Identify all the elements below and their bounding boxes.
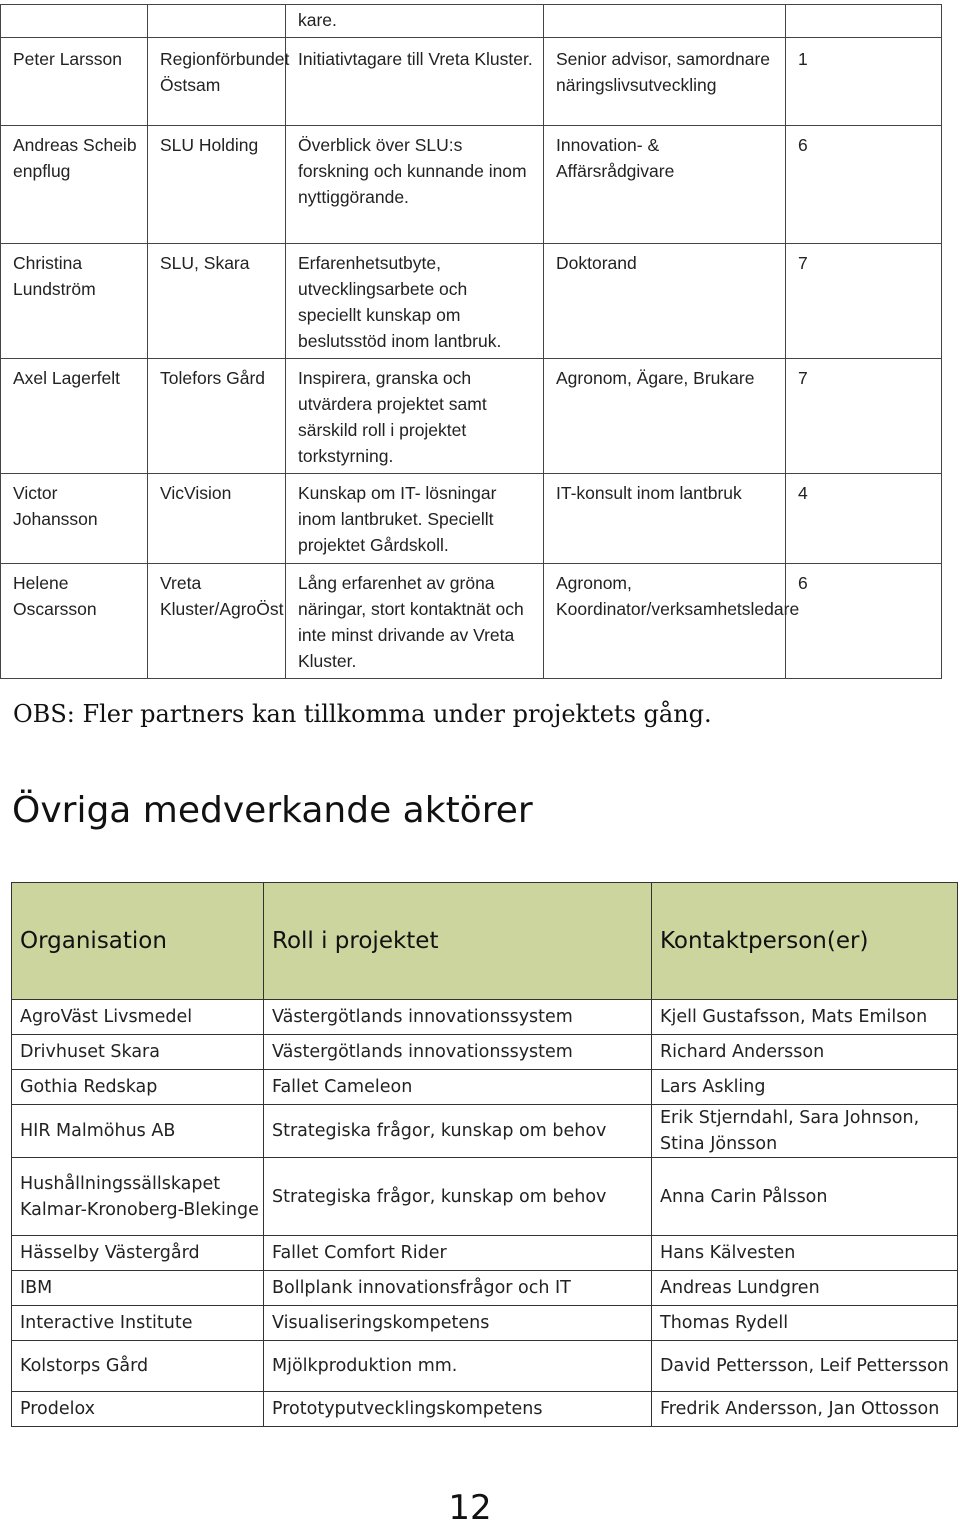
partner-motivation: Överblick över SLU:s forskning och kunnande inom nyttiggörande. xyxy=(286,126,544,244)
actor-role: Mjölkproduktion mm. xyxy=(264,1341,652,1392)
partner-name: Peter Larsson xyxy=(1,38,148,126)
table-row xyxy=(12,1105,958,1158)
partner-name xyxy=(1,5,148,38)
actor-role: Västergötlands innovationssystem xyxy=(264,1000,652,1035)
partner-role: IT-konsult inom lantbruk xyxy=(544,474,786,564)
partner-role: Senior advisor, samordnare näringslivsutveckling xyxy=(544,38,786,126)
table-header-row xyxy=(12,883,958,1000)
column-header-contact: Kontaktperson(er) xyxy=(652,883,958,1000)
partner-motivation: Lång erfarenhet av gröna näringar, stort kontaktnät och inte minst drivande av Vreta Kluster. xyxy=(286,564,544,679)
table-row xyxy=(12,1341,958,1392)
actor-contact: Lars Askling xyxy=(652,1070,958,1105)
actor-contact: Andreas Lundgren xyxy=(652,1271,958,1306)
actor-organisation: Interactive Institute xyxy=(12,1306,264,1341)
partner-motivation: kare. xyxy=(286,5,544,38)
actor-contact: Fredrik Andersson, Jan Ottosson xyxy=(652,1392,958,1427)
partner-org: Tolefors Gård xyxy=(148,359,286,474)
actor-organisation: Hushållningssällskapet Kalmar-Kronoberg-Blekinge xyxy=(12,1158,264,1236)
actor-role: Fallet Comfort Rider xyxy=(264,1236,652,1271)
actor-organisation: Prodelox xyxy=(12,1392,264,1427)
partner-hours: 7 xyxy=(786,244,942,359)
actor-role: Strategiska frågor, kunskap om behov xyxy=(264,1158,652,1236)
column-header-organisation: Organisation xyxy=(12,883,264,1000)
partner-org: VicVision xyxy=(148,474,286,564)
page-number: 12 xyxy=(448,1488,492,1528)
table-row xyxy=(1,244,942,359)
actor-organisation: Drivhuset Skara xyxy=(12,1035,264,1070)
partner-org: Vreta Kluster/AgroÖst xyxy=(148,564,286,679)
actor-contact: Anna Carin Pålsson xyxy=(652,1158,958,1236)
table-row xyxy=(12,1392,958,1427)
actor-organisation: HIR Malmöhus AB xyxy=(12,1105,264,1158)
actor-role: Prototyputvecklingskompetens xyxy=(264,1392,652,1427)
partner-hours: 1 xyxy=(786,38,942,126)
partner-motivation: Inspirera, granska och utvärdera projektet samt särskild roll i projektet torkstyrning. xyxy=(286,359,544,474)
actor-contact: Hans Kälvesten xyxy=(652,1236,958,1271)
partner-hours: 7 xyxy=(786,359,942,474)
actor-contact: Erik Stjerndahl, Sara Johnson, Stina Jönsson xyxy=(652,1105,958,1158)
partner-org: Regionförbundet Östsam xyxy=(148,38,286,126)
table-row xyxy=(12,1271,958,1306)
partner-hours: 4 xyxy=(786,474,942,564)
partner-role xyxy=(544,5,786,38)
partner-motivation: Initiativtagare till Vreta Kluster. xyxy=(286,38,544,126)
table-row xyxy=(1,38,942,126)
actor-organisation: Gothia Redskap xyxy=(12,1070,264,1105)
partner-role: Doktorand xyxy=(544,244,786,359)
table-row xyxy=(1,474,942,564)
partner-motivation: Erfarenhetsutbyte, utvecklingsarbete och speciellt kunskap om beslutsstöd inom lantbruk. xyxy=(286,244,544,359)
table-row xyxy=(12,1000,958,1035)
partner-org: SLU, Skara xyxy=(148,244,286,359)
actor-organisation: AgroVäst Livsmedel xyxy=(12,1000,264,1035)
partners-table xyxy=(0,4,942,679)
partner-name: Victor Johansson xyxy=(1,474,148,564)
actor-contact: Richard Andersson xyxy=(652,1035,958,1070)
column-header-role: Roll i projektet xyxy=(264,883,652,1000)
table-row xyxy=(12,1035,958,1070)
table-row xyxy=(12,1070,958,1105)
partner-motivation: Kunskap om IT- lösningar inom lantbruket. Speciellt projektet Gårdskoll. xyxy=(286,474,544,564)
partner-role: Agronom, Koordinator/verksamhetsledare xyxy=(544,564,786,679)
actor-role: Västergötlands innovationssystem xyxy=(264,1035,652,1070)
partner-hours: 6 xyxy=(786,564,942,679)
actor-role: Visualiseringskompetens xyxy=(264,1306,652,1341)
table-row xyxy=(12,1236,958,1271)
actor-role: Bollplank innovationsfrågor och IT xyxy=(264,1271,652,1306)
partner-org xyxy=(148,5,286,38)
partner-org: SLU Holding xyxy=(148,126,286,244)
actor-contact: Thomas Rydell xyxy=(652,1306,958,1341)
actor-contact: Kjell Gustafsson, Mats Emilson xyxy=(652,1000,958,1035)
partner-name: Andreas Scheibenpflug xyxy=(1,126,148,244)
actor-organisation: Kolstorps Gård xyxy=(12,1341,264,1392)
table-row xyxy=(1,5,942,38)
section-heading: Övriga medverkande aktörer xyxy=(12,790,533,831)
table-row xyxy=(1,564,942,679)
obs-note: OBS: Fler partners kan tillkomma under projektets gång. xyxy=(13,700,712,728)
partner-hours xyxy=(786,5,942,38)
partner-name: Helene Oscarsson xyxy=(1,564,148,679)
partner-name: Christina Lundström xyxy=(1,244,148,359)
actor-role: Fallet Cameleon xyxy=(264,1070,652,1105)
partner-hours: 6 xyxy=(786,126,942,244)
partner-role: Agronom, Ägare, Brukare xyxy=(544,359,786,474)
actors-table xyxy=(11,882,958,1427)
table-row xyxy=(1,359,942,474)
table-row xyxy=(1,126,942,244)
actor-organisation: IBM xyxy=(12,1271,264,1306)
table-row xyxy=(12,1306,958,1341)
actor-contact: David Pettersson, Leif Pettersson xyxy=(652,1341,958,1392)
partner-name: Axel Lagerfelt xyxy=(1,359,148,474)
actor-role: Strategiska frågor, kunskap om behov xyxy=(264,1105,652,1158)
partner-role: Innovation- & Affärsrådgivare xyxy=(544,126,786,244)
actor-organisation: Hässelby Västergård xyxy=(12,1236,264,1271)
table-row xyxy=(12,1158,958,1236)
